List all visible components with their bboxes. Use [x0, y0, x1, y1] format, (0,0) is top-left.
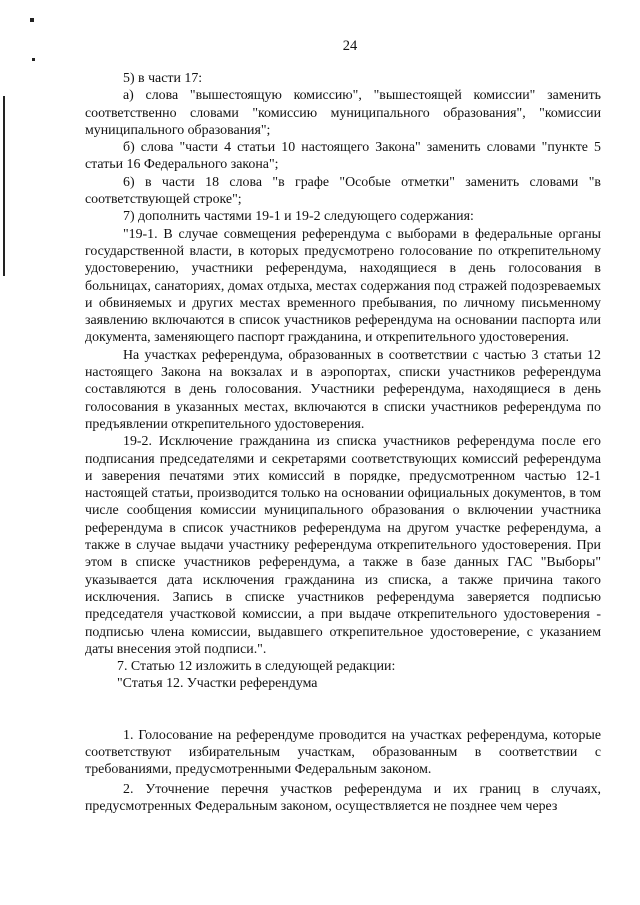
paragraph: 6) в части 18 слова "в графе "Особые отметки" заменить словами "в соответствующей строке";	[85, 174, 601, 208]
page-number: 24	[342, 38, 358, 54]
paragraph: 1. Голосование на референдуме проводится на участках референдума, которые соответствуют избирательным участкам, образованным в соответствии с требованиями, предусмотренными Федеральным законом.	[85, 727, 601, 778]
paragraph: На участках референдума, образованных в соответствии с частью 3 статьи 12 настоящего Закона на вокзалах и в аэропортах, списки участников референдума составляются в день голосования. Участники референдума, находящиеся в день голосования в указанных местах, включаются в списки участников референдума по предъявлении открепительного удостоверения.	[85, 347, 601, 432]
scan-mark	[3, 96, 5, 276]
paragraph: 7. Статью 12 изложить в следующей редакции:	[117, 659, 396, 675]
paragraph: 19-2. Исключение гражданина из списка участников референдума после его подписания председателями и секретарями соответствующих комиссий референдума и заверения печатями этих комиссий в порядке, предусмотренном частью 12-1 настоящей статьи, производится только на основании официальных документов, в том числе сообщения комиссии муниципального образования о включении участника референдума в список участников референдума на другом участке референдума, а также в случае выдачи участнику референдума открепительного удостоверения. При этом в списке участников референдума, а также в базе данных ГАС "Выборы" указывается дата исключения гражданина из списка, а также причина такого исключения. Запись в списке участников референдума заверяется подписью председателя участковой комиссии, а при выдаче открепительного удостоверения - подписью члена комиссии, выдавшего открепительное удостоверение, с указанием даты внесения этой подписи.".	[85, 434, 601, 657]
paragraph: 5) в части 17:	[123, 71, 203, 86]
section-heading: "Статья 12. Участки референдума	[117, 676, 318, 692]
document-body	[85, 70, 601, 815]
paragraph: б) слова "части 4 статьи 10 настоящего Закона" заменить словами "пункте 5 статьи 16 Федерального закона";	[85, 140, 601, 173]
scan-mark	[30, 18, 34, 22]
paragraph: 2. Уточнение перечня участков референдума и их границ в случаях, предусмотренных Федеральным законом, осуществляется не позднее чем через	[85, 781, 601, 814]
scan-mark	[32, 58, 35, 61]
spacer	[85, 693, 601, 727]
paragraph: 7) дополнить частями 19-1 и 19-2 следующего содержания:	[123, 209, 474, 225]
paragraph: "19-1. В случае совмещения референдума с выборами в федеральные органы государственной власти, в которых предусмотрено голосование по открепительному удостоверению, участники референдума, находящиеся в день голосования в больницах, санаториях, домах отдыха, местах содержания под стражей подозреваемых и обвиняемых и других местах временного пребывания, по личному письменному заявлению включаются в список участников референдума на основании паспорта или документа, заменяющего паспорт гражданина, и открепительного удостоверения.	[85, 226, 601, 346]
paragraph: а) слова "вышестоящую комиссию", "вышестоящей комиссии" заменить соответственно словами "комиссию муниципального образования", "комиссии муниципального образования";	[85, 88, 601, 138]
